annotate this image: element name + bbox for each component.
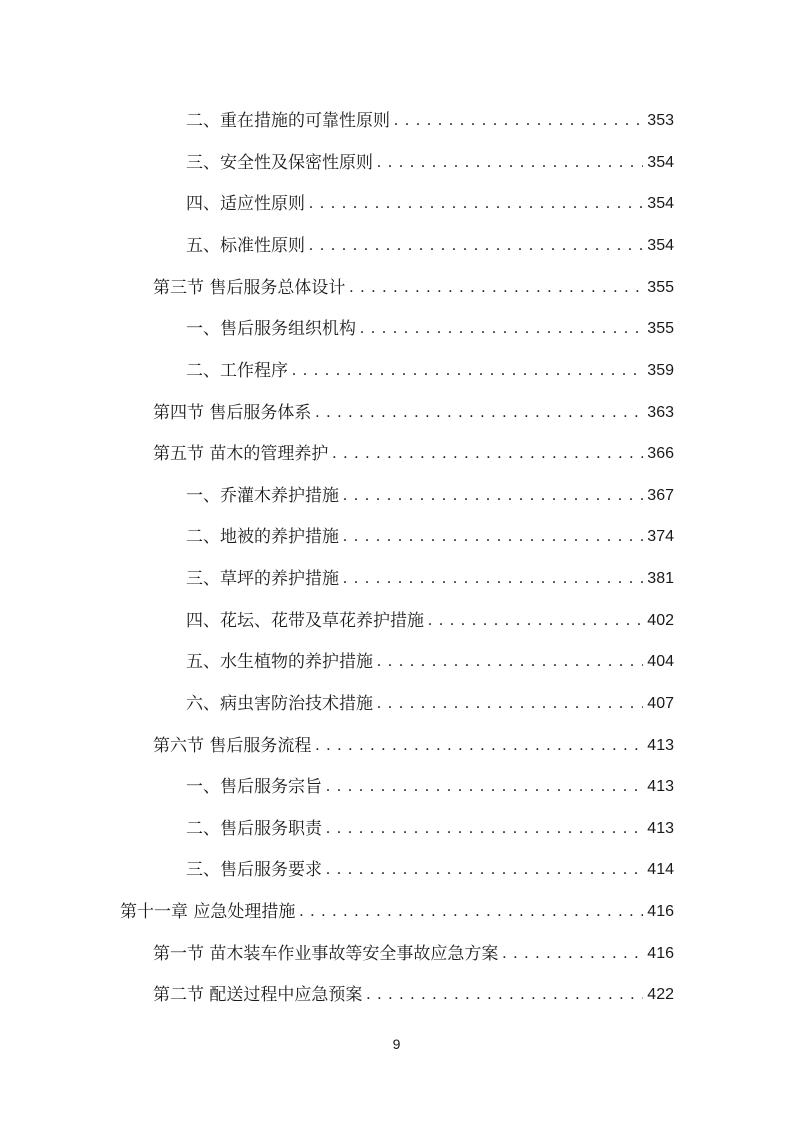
toc-entry[interactable] xyxy=(186,354,674,382)
toc-entry[interactable] xyxy=(186,479,674,507)
toc-leader-dots xyxy=(326,818,643,840)
toc-entry[interactable] xyxy=(186,229,674,257)
toc-leader-dots xyxy=(326,859,643,881)
toc-entry-title: 六、病虫害防治技术措施 xyxy=(186,694,373,714)
toc-entry-title: 二、重在措施的可靠性原则 xyxy=(186,111,390,131)
toc-entry-page: 374 xyxy=(647,528,674,545)
toc-leader-dots xyxy=(309,193,643,215)
toc-entry-page: 355 xyxy=(647,279,674,296)
toc-entry[interactable] xyxy=(153,396,674,424)
toc-entry[interactable] xyxy=(186,187,674,215)
toc-entry-page: 354 xyxy=(647,195,674,212)
toc-leader-dots xyxy=(349,277,643,299)
toc-entry-title: 第二节 配送过程中应急预案 xyxy=(153,985,363,1005)
toc-entry-page: 414 xyxy=(647,861,674,878)
toc-entry[interactable] xyxy=(186,687,674,715)
toc-entry-page: 413 xyxy=(647,737,674,754)
toc-entry-title: 第一节 苗木装车作业事故等安全事故应急方案 xyxy=(153,944,499,964)
toc-leader-dots xyxy=(360,318,643,340)
toc-leader-dots xyxy=(502,943,643,965)
toc-entry-page: 355 xyxy=(647,320,674,337)
toc-entry-title: 三、草坪的养护措施 xyxy=(186,569,339,589)
toc-entry[interactable] xyxy=(153,437,674,465)
toc-leader-dots xyxy=(292,360,643,382)
toc-entry[interactable] xyxy=(153,937,674,965)
toc-entry-title: 五、标准性原则 xyxy=(186,236,305,256)
toc-entry-title: 二、售后服务职责 xyxy=(186,819,322,839)
toc-entry-title: 第十一章 应急处理措施 xyxy=(120,902,296,922)
toc-leader-dots xyxy=(377,152,643,174)
toc-entry-title: 四、花坛、花带及草花养护措施 xyxy=(186,611,424,631)
toc-entry[interactable] xyxy=(186,104,674,132)
toc-leader-dots xyxy=(377,651,643,673)
toc-leader-dots xyxy=(332,443,643,465)
toc-entry-title: 三、安全性及保密性原则 xyxy=(186,153,373,173)
toc-entry-page: 366 xyxy=(647,445,674,462)
toc-entry[interactable] xyxy=(120,895,674,923)
toc-entry[interactable] xyxy=(186,645,674,673)
toc-entry-page: 381 xyxy=(647,570,674,587)
toc-entry-title: 五、水生植物的养护措施 xyxy=(186,652,373,672)
toc-entry[interactable] xyxy=(186,812,674,840)
toc-entry-page: 416 xyxy=(647,903,674,920)
toc-entry-title: 四、适应性原则 xyxy=(186,194,305,214)
toc-entry-page: 416 xyxy=(647,945,674,962)
toc-entry[interactable] xyxy=(186,520,674,548)
toc-leader-dots xyxy=(343,485,643,507)
toc-entry-page: 354 xyxy=(647,154,674,171)
toc-leader-dots xyxy=(394,110,643,132)
toc-entry-page: 353 xyxy=(647,112,674,129)
toc-entry-page: 367 xyxy=(647,487,674,504)
toc-entry-page: 363 xyxy=(647,404,674,421)
toc-leader-dots xyxy=(428,610,643,632)
toc-leader-dots xyxy=(343,526,643,548)
toc-entry[interactable] xyxy=(153,729,674,757)
toc-entry-page: 407 xyxy=(647,695,674,712)
toc-leader-dots xyxy=(343,568,643,590)
toc-entry-page: 413 xyxy=(647,778,674,795)
page-number: 9 xyxy=(392,1036,401,1052)
toc-entry[interactable] xyxy=(186,604,674,632)
toc-leader-dots xyxy=(299,901,643,923)
toc-entry[interactable] xyxy=(153,271,674,299)
toc-entry-title: 二、地被的养护措施 xyxy=(186,527,339,547)
toc-leader-dots xyxy=(377,693,643,715)
toc-entry-title: 一、乔灌木养护措施 xyxy=(186,486,339,506)
toc-entry[interactable] xyxy=(186,853,674,881)
toc-entry[interactable] xyxy=(186,770,674,798)
toc-entry-page: 404 xyxy=(647,653,674,670)
toc-entry-page: 359 xyxy=(647,362,674,379)
toc-entry-page: 413 xyxy=(647,820,674,837)
toc-entry-title: 第六节 售后服务流程 xyxy=(153,736,312,756)
toc-entry[interactable] xyxy=(186,312,674,340)
toc-entry-page: 422 xyxy=(647,986,674,1003)
toc-entry-title: 二、工作程序 xyxy=(186,361,288,381)
toc-entry-title: 一、售后服务组织机构 xyxy=(186,319,356,339)
toc-entry[interactable] xyxy=(153,978,674,1006)
toc-leader-dots xyxy=(309,235,643,257)
toc-entry[interactable] xyxy=(186,146,674,174)
toc-entry-title: 第三节 售后服务总体设计 xyxy=(153,278,346,298)
toc-entry[interactable] xyxy=(186,562,674,590)
toc-entry-title: 三、售后服务要求 xyxy=(186,860,322,880)
toc-leader-dots xyxy=(326,776,643,798)
toc-leader-dots xyxy=(315,735,643,757)
toc-entry-page: 354 xyxy=(647,237,674,254)
toc-entry-title: 一、售后服务宗旨 xyxy=(186,777,322,797)
toc-entry-page: 402 xyxy=(647,612,674,629)
toc-entry-title: 第五节 苗木的管理养护 xyxy=(153,444,329,464)
toc-leader-dots xyxy=(366,984,643,1006)
toc-leader-dots xyxy=(315,402,643,424)
toc-entry-title: 第四节 售后服务体系 xyxy=(153,403,312,423)
